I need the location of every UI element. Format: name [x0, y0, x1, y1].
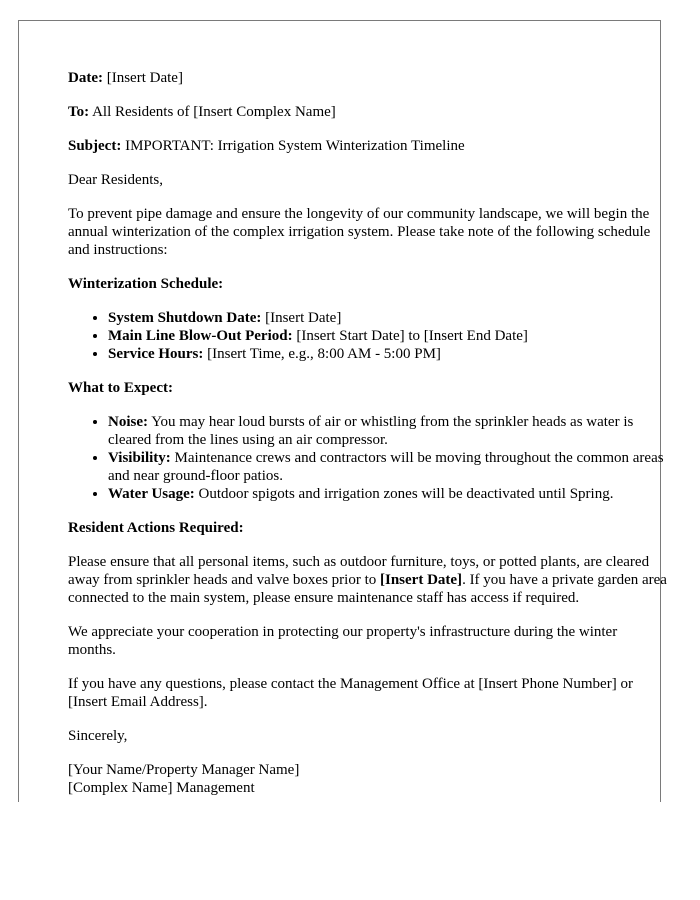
expect-item: [108, 449, 668, 485]
date-label: Date:: [68, 70, 103, 86]
to-value: All Residents of [Insert Complex Name]: [92, 104, 336, 120]
schedule-item: [108, 309, 668, 327]
expect-list: [68, 413, 668, 503]
actions-heading: Resident Actions Required:: [68, 520, 244, 536]
to-line: [68, 103, 668, 121]
expect-item-label: Noise:: [108, 414, 148, 430]
expect-item: [108, 485, 668, 503]
subject-label: Subject:: [68, 138, 122, 154]
greeting: Dear Residents,: [68, 172, 163, 188]
letter-page: [18, 20, 667, 802]
schedule-item: [108, 345, 668, 363]
actions-text-after: . If you have a private garden area connected to the main system, please ensure maintenance staff has access if required.: [68, 572, 667, 606]
schedule-item-text: [Insert Time, e.g., 8:00 AM - 5:00 PM]: [207, 346, 441, 362]
expect-item-label: Visibility:: [108, 450, 171, 466]
signature-block: [68, 761, 668, 797]
expect-item-text: You may hear loud bursts of air or whistling from the sprinkler heads as water is cleared from the lines using an air compressor.: [108, 414, 634, 448]
closing: Sincerely,: [68, 728, 128, 744]
letter-body: [68, 69, 668, 797]
actions-paragraph: [68, 553, 668, 607]
schedule-list: [68, 309, 668, 363]
schedule-item: [108, 327, 668, 345]
to-label: To:: [68, 104, 90, 120]
signature-name: [Your Name/Property Manager Name]: [68, 762, 300, 778]
expect-item-label: Water Usage:: [108, 486, 195, 502]
subject-line: [68, 137, 668, 155]
appreciation-paragraph: We appreciate your cooperation in protecting our property's infrastructure during the winter months.: [68, 624, 618, 658]
date-line: [68, 69, 668, 87]
expect-item: [108, 413, 668, 449]
actions-deadline-date: [Insert Date]: [380, 572, 463, 588]
schedule-item-label: Service Hours:: [108, 346, 204, 362]
expect-item-text: Outdoor spigots and irrigation zones will be deactivated until Spring.: [198, 486, 614, 502]
date-value: [Insert Date]: [106, 70, 183, 86]
schedule-heading: Winterization Schedule:: [68, 276, 224, 292]
schedule-item-text: [Insert Date]: [265, 310, 342, 326]
subject-value: IMPORTANT: Irrigation System Winterization Timeline: [125, 138, 465, 154]
schedule-item-text: [Insert Start Date] to [Insert End Date]: [296, 328, 528, 344]
intro-paragraph: To prevent pipe damage and ensure the longevity of our community landscape, we will begin the annual winterization of the complex irrigation system. Please take note of the following schedule and instructions:: [68, 206, 651, 258]
schedule-item-label: Main Line Blow-Out Period:: [108, 328, 293, 344]
expect-heading: What to Expect:: [68, 380, 173, 396]
signature-org: [Complex Name] Management: [68, 780, 255, 796]
actions-text-before: Please ensure that all personal items, such as outdoor furniture, toys, or potted plants, are cleared away from sprinkler heads and valve boxes prior to: [68, 554, 650, 588]
questions-paragraph: If you have any questions, please contact the Management Office at [Insert Phone Number] or [Insert Email Address].: [68, 676, 633, 710]
schedule-item-label: System Shutdown Date:: [108, 310, 262, 326]
expect-item-text: Maintenance crews and contractors will be moving throughout the common areas and near ground-floor patios.: [108, 450, 664, 484]
